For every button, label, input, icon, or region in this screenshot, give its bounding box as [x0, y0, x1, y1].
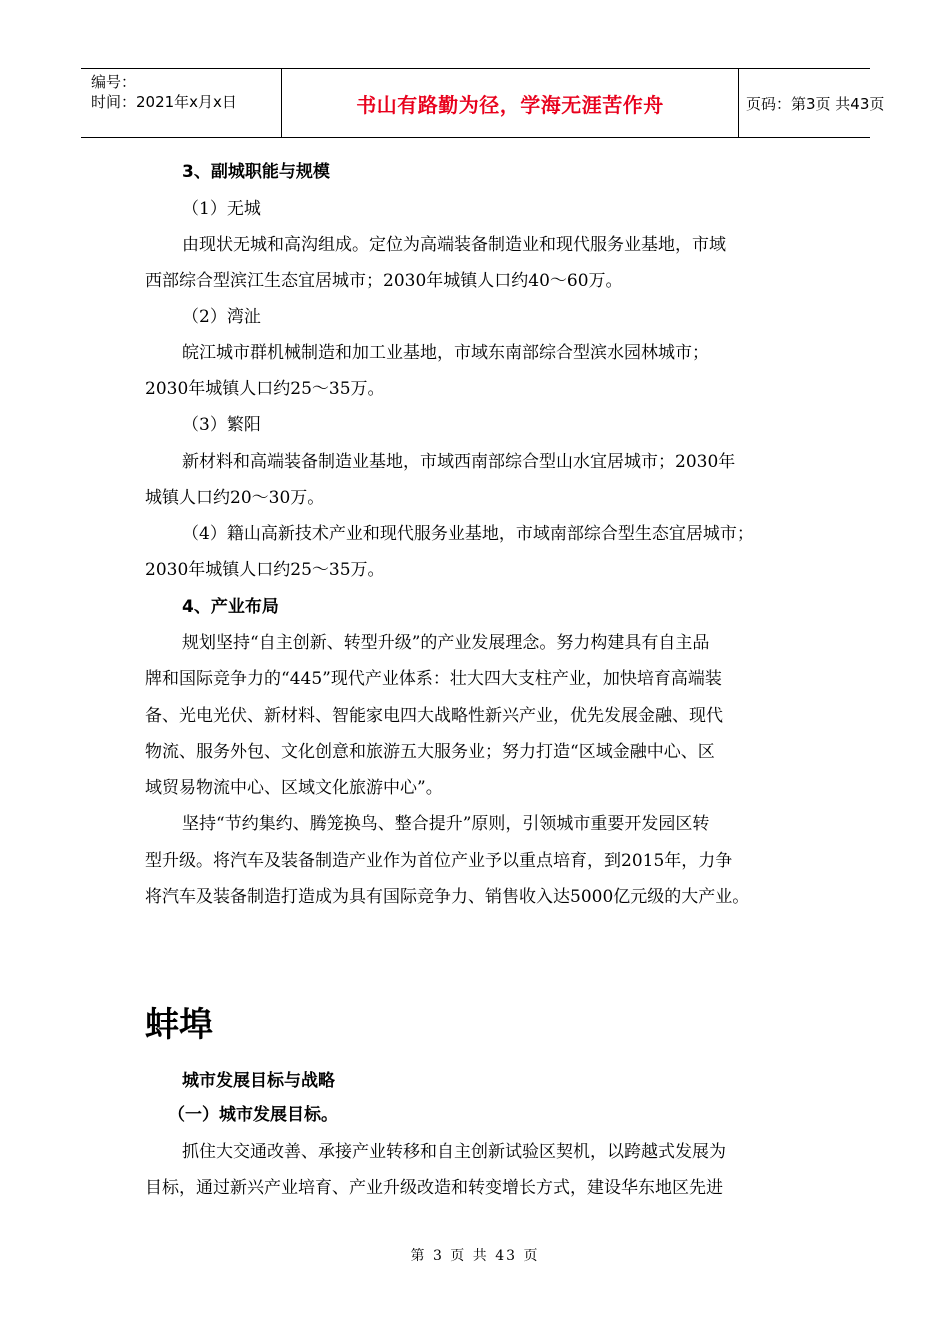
header-page-cell [738, 69, 885, 137]
paragraph-line: 抓住大交通改善、承接产业转移和自主创新试验区契机，以跨越式发展为 [182, 1142, 726, 1162]
paragraph-line: 2030年城镇人口约25～35万。 [145, 379, 385, 399]
page-footer: 第 3 页 共 43 页 [410, 1248, 540, 1264]
paragraph-line: 规划坚持“自主创新、转型升级”的产业发展理念。努力构建具有自主品 [182, 633, 710, 653]
page-header [81, 68, 885, 138]
paragraph-line: 物流、服务外包、文化创意和旅游五大服务业；努力打造“区域金融中心、区 [145, 742, 715, 762]
paragraph-line: 2030年城镇人口约25～35万。 [145, 560, 385, 580]
paragraph-line: （4）籍山高新技术产业和现代服务业基地，市域南部综合型生态宜居城市； [182, 524, 754, 544]
section-4-heading: 4、产业布局 [182, 597, 279, 617]
date-label: 时间：2021年x月x日 [91, 93, 237, 111]
paragraph-line: 牌和国际竞争力的“445”现代产业体系：壮大四大支柱产业，加快培育高端装 [145, 669, 722, 689]
subsection-title: （2）湾沚 [182, 307, 261, 327]
paragraph-line: 皖江城市群机械制造和加工业基地，市域东南部综合型滨水园林城市； [182, 343, 709, 363]
paragraph-line: 型升级。将汽车及装备制造产业作为首位产业予以重点培育，到2015年，力争 [145, 851, 733, 871]
city-title: 蚌埠 [145, 1005, 213, 1045]
paragraph-line: 备、光电光伏、新材料、智能家电四大战略性新兴产业，优先发展金融、现代 [145, 706, 723, 726]
paragraph-line: 域贸易物流中心、区域文化旅游中心”。 [145, 778, 443, 798]
goal-heading: 城市发展目标与战略 [182, 1071, 335, 1091]
paragraph-line: 城镇人口约20～30万。 [145, 488, 325, 508]
header-motto-cell [281, 69, 739, 137]
page-label: 页码：第3页 共43页 [746, 94, 885, 113]
subsection-title: （3）繁阳 [182, 415, 261, 435]
header-meta-cell [81, 69, 281, 137]
motto: 书山有路勤为径，学海无涯苦作舟 [356, 92, 664, 117]
section-3-heading: 3、副城职能与规模 [182, 162, 330, 182]
paragraph-line: 将汽车及装备制造打造成为具有国际竞争力、销售收入达5000亿元级的大产业。 [145, 887, 750, 907]
subsection-title: （1）无城 [182, 199, 261, 219]
paragraph-line: 新材料和高端装备制造业基地，市域西南部综合型山水宜居城市；2030年 [182, 452, 736, 472]
paragraph-line: 西部综合型滨江生态宜居城市；2030年城镇人口约40～60万。 [145, 271, 623, 291]
number-label: 编号： [91, 73, 137, 91]
paragraph-line: 目标，通过新兴产业培育、产业升级改造和转变增长方式，建设华东地区先进 [145, 1178, 723, 1198]
goal-subheading: （一）城市发展目标。 [168, 1105, 338, 1125]
paragraph-line: 由现状无城和高沟组成。定位为高端装备制造业和现代服务业基地，市域 [182, 235, 726, 255]
paragraph-line: 坚持“节约集约、腾笼换鸟、整合提升”原则，引领城市重要开发园区转 [182, 814, 710, 834]
